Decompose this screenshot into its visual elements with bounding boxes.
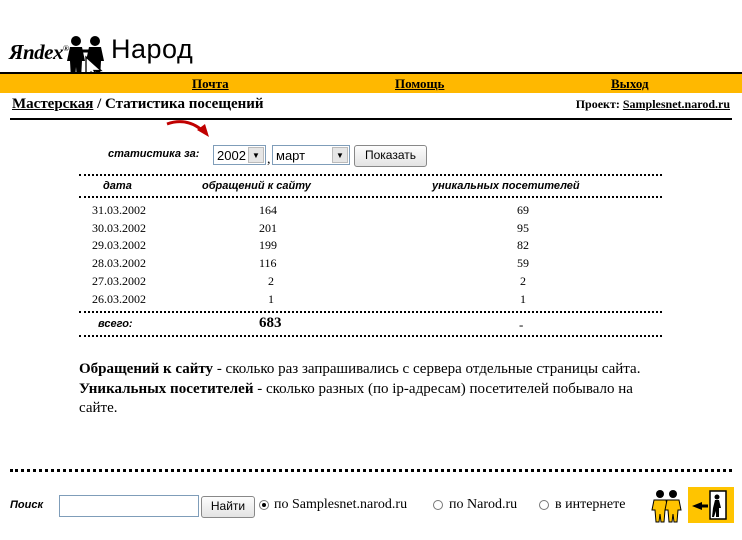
search-button[interactable]: Найти <box>201 496 255 518</box>
breadcrumb-workshop-link[interactable]: Мастерская <box>12 96 94 112</box>
cell-date: 28.03.2002 <box>92 256 146 270</box>
yandex-logo[interactable]: Яndex® <box>9 40 69 64</box>
table-divider <box>79 335 662 337</box>
chevron-down-icon: ▼ <box>248 147 264 163</box>
column-header-hits: обращений к сайту <box>202 180 311 192</box>
cell-hits: 2 <box>268 274 274 288</box>
month-select[interactable]: март ▼ <box>272 145 350 165</box>
form-separator: , <box>267 152 271 167</box>
cell-unique: 69 <box>517 203 529 217</box>
cell-date: 27.03.2002 <box>92 274 146 288</box>
cell-unique: 2 <box>520 274 526 288</box>
pointer-arrow-icon <box>165 118 215 142</box>
nav-mail-link[interactable]: Почта <box>192 76 229 91</box>
footer-divider <box>10 469 732 472</box>
project-info: Проект: Samplesnet.narod.ru <box>575 97 730 111</box>
total-label: всего: <box>98 318 133 330</box>
cell-unique: 82 <box>517 238 529 252</box>
project-site-link[interactable]: Samplesnet.narod.ru <box>622 97 730 111</box>
radio-site-label[interactable]: по Samplesnet.narod.ru <box>274 497 408 512</box>
table-divider <box>79 311 662 313</box>
radio-narod-label[interactable]: по Narod.ru <box>449 497 518 512</box>
cell-hits: 1 <box>268 292 274 306</box>
search-label: Поиск <box>10 499 44 511</box>
cell-hits: 201 <box>259 221 277 235</box>
cell-date: 31.03.2002 <box>92 203 146 217</box>
table-divider <box>79 174 662 176</box>
cell-hits: 164 <box>259 203 277 217</box>
exit-door-icon[interactable] <box>688 486 734 524</box>
header-divider <box>10 118 732 120</box>
narod-logo[interactable]: Народ <box>111 34 194 64</box>
table-divider <box>79 196 662 198</box>
column-header-date: дата <box>103 180 132 192</box>
cell-unique: 95 <box>517 221 529 235</box>
hits-definition: Обращений к сайту - сколько раз запрашивались с сервера отдельные страницы сайта. <box>79 361 641 377</box>
page-title: Статистика посещений <box>105 96 264 112</box>
top-nav-bar <box>0 72 742 93</box>
breadcrumb: Мастерская / Статистика посещений <box>12 96 264 112</box>
stats-period-label: статистика за: <box>108 148 200 160</box>
definitions <box>79 360 649 419</box>
radio-site[interactable] <box>259 500 269 510</box>
chevron-down-icon: ▼ <box>332 147 348 163</box>
radio-narod[interactable] <box>433 500 443 510</box>
nav-exit-link[interactable]: Выход <box>611 76 649 91</box>
total-unique: - <box>519 317 524 332</box>
home-people-icon[interactable] <box>650 487 684 525</box>
cell-unique: 1 <box>520 292 526 306</box>
cell-date: 26.03.2002 <box>92 292 146 306</box>
cell-unique: 59 <box>517 256 529 270</box>
search-input[interactable] <box>59 495 199 517</box>
radio-internet-label[interactable]: в интернете <box>555 497 626 512</box>
cell-date: 30.03.2002 <box>92 221 146 235</box>
unique-definition: Уникальных посетителей - сколько разных (по ip-адресам) посетителей побывало на сайте. <box>79 380 633 416</box>
cell-date: 29.03.2002 <box>92 238 146 252</box>
show-button[interactable]: Показать <box>354 145 427 167</box>
total-hits: 683 <box>259 315 282 331</box>
cell-hits: 199 <box>259 238 277 252</box>
column-header-unique: уникальных посетителей <box>432 180 580 192</box>
year-select[interactable]: 2002 ▼ <box>213 145 266 165</box>
radio-internet[interactable] <box>539 500 549 510</box>
cell-hits: 116 <box>259 256 277 270</box>
nav-help-link[interactable]: Помощь <box>395 76 445 91</box>
